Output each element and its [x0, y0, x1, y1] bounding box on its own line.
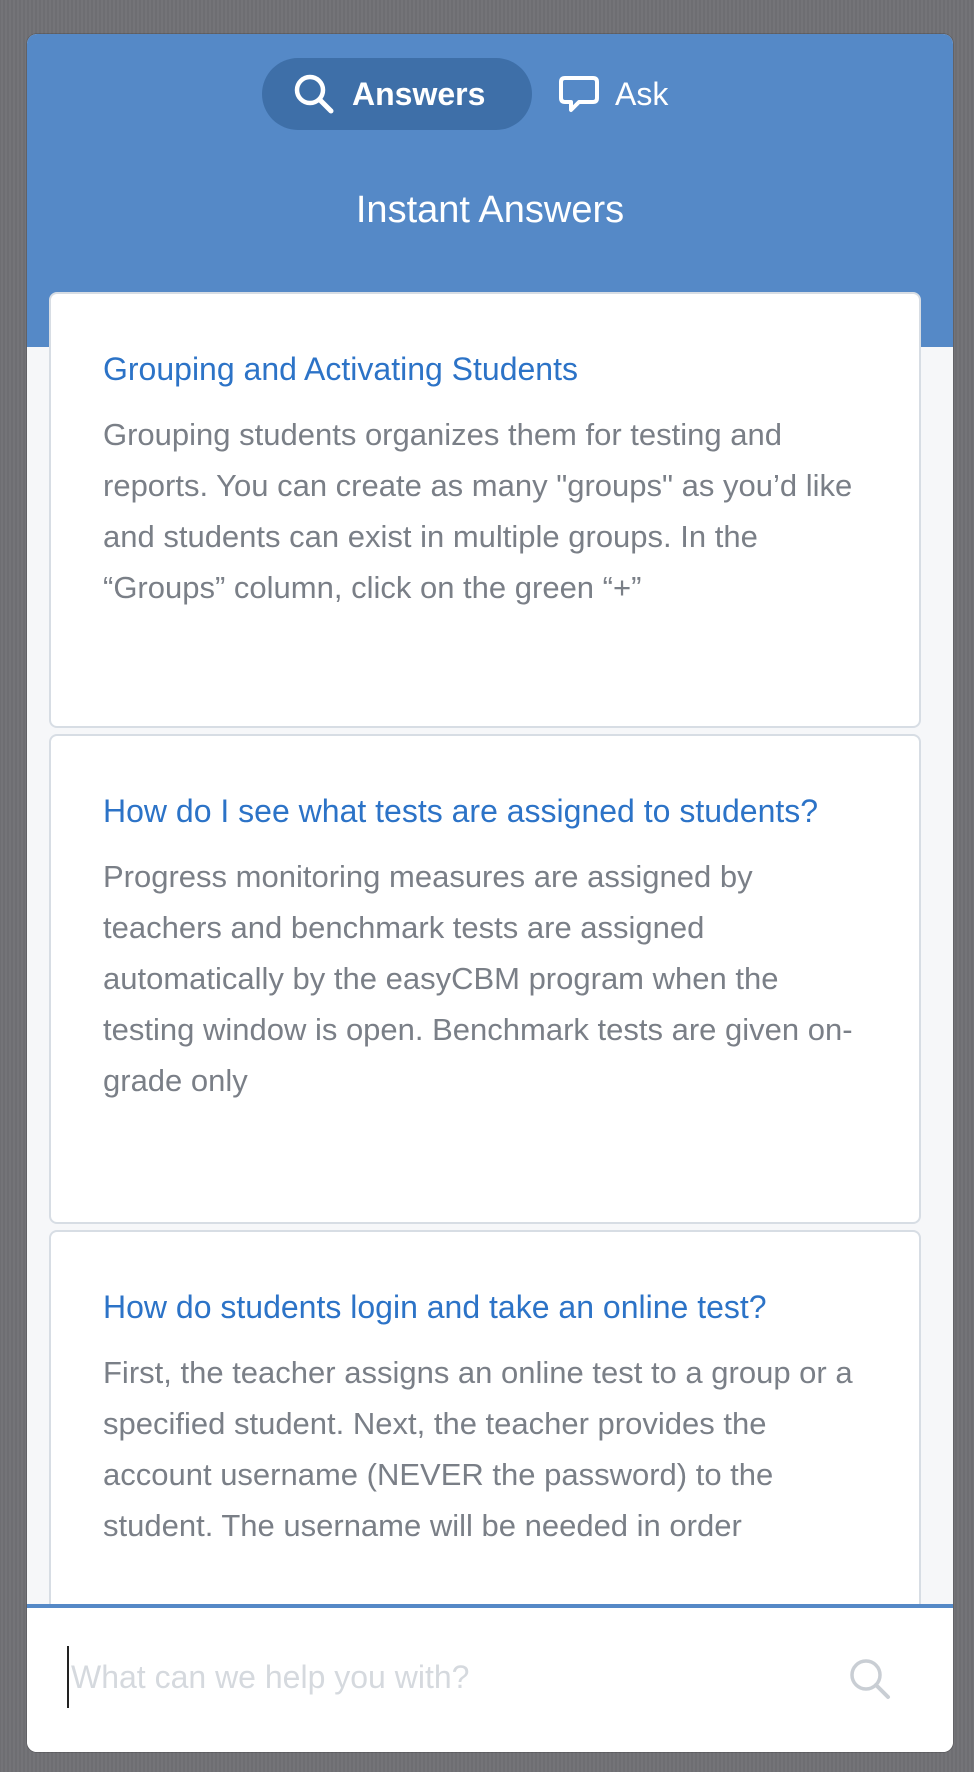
article-excerpt: Grouping students organizes them for testing and reports. You can create as many "groups" as you’d like and students can exist in multiple groups. In the “Groups” column, click on the green “+”	[103, 417, 853, 605]
article-card[interactable]	[49, 734, 921, 1224]
search-input[interactable]	[67, 1646, 833, 1708]
article-card[interactable]	[49, 292, 921, 728]
search-icon	[292, 72, 336, 116]
answers-list[interactable]	[27, 34, 953, 1604]
tab-answers[interactable]	[262, 58, 532, 130]
page-title: Instant Answers	[355, 189, 625, 231]
tab-ask-label: Ask	[615, 75, 669, 112]
article-title[interactable]: Grouping and Activating Students	[103, 351, 578, 387]
search-icon[interactable]	[845, 1654, 895, 1704]
chat-bubble-icon	[557, 72, 601, 116]
tab-answers-label: Answers	[352, 75, 486, 112]
help-widget	[27, 34, 953, 1752]
article-title[interactable]: How do students login and take an online test?	[103, 1289, 767, 1325]
article-excerpt: Progress monitoring measures are assigned by teachers and benchmark tests are assigned automatically by the easyCBM program when the testing window is open. Benchmark tests are given on-grade only	[103, 859, 853, 1098]
article-title[interactable]: How do I see what tests are assigned to students?	[103, 793, 819, 829]
article-card[interactable]	[49, 1230, 921, 1604]
search-bar	[27, 1604, 953, 1752]
article-excerpt: First, the teacher assigns an online test to a group or a specified student. Next, the teacher provides the account username (NEVER the password) to the student. The username will be needed in order	[103, 1355, 853, 1543]
tab-bar	[27, 58, 953, 130]
tab-ask[interactable]	[557, 58, 717, 130]
